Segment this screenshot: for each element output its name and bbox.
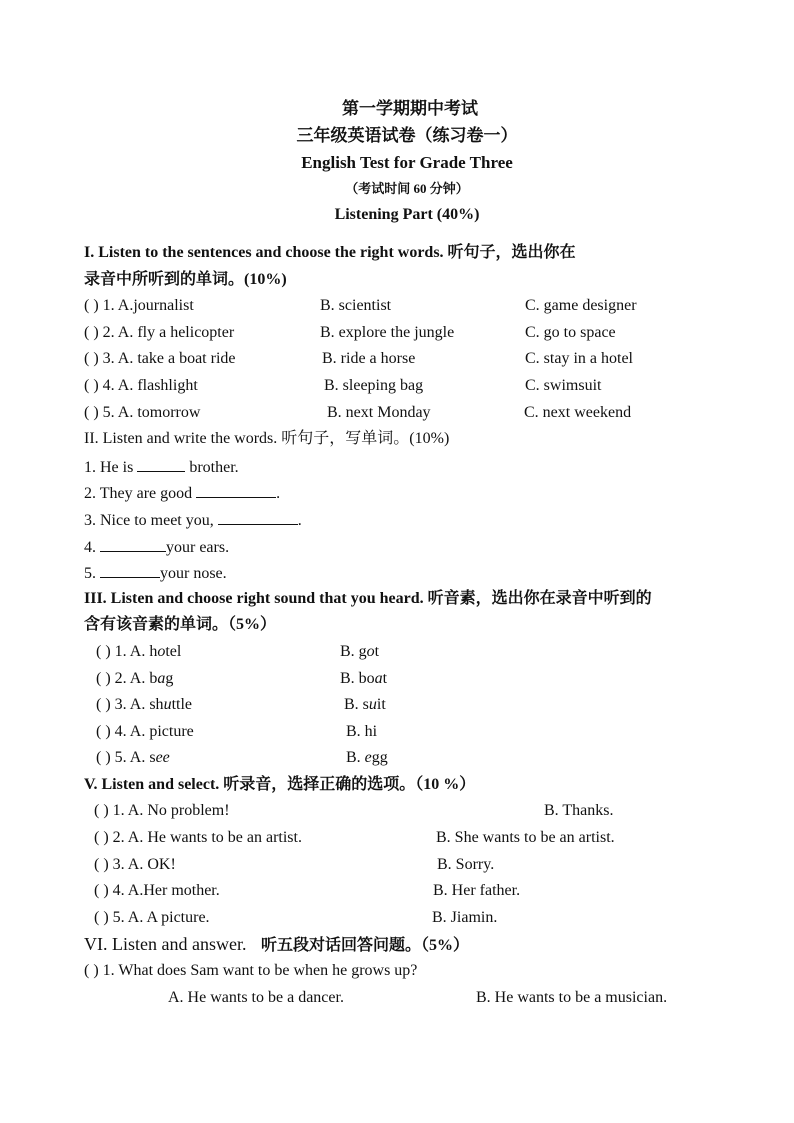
option-a: ( ) 5. A. see xyxy=(96,749,170,767)
item-text: 5. xyxy=(84,565,100,583)
item-text: brother. xyxy=(185,458,239,476)
exam-header xyxy=(0,95,794,229)
item-text: 4. xyxy=(84,538,100,556)
exam-content xyxy=(84,240,764,1011)
part-title: Listening Part (40%) xyxy=(334,206,480,223)
sec5-item xyxy=(84,905,764,932)
option-b: B. Jiamin. xyxy=(432,908,498,926)
option-b: B. explore the jungle xyxy=(320,323,455,341)
sec3-item xyxy=(84,692,764,719)
sec1-item xyxy=(84,400,764,427)
option-a: ( ) 2. A. bag xyxy=(96,669,174,687)
item-stem: ( ) 5. A. tomorrow xyxy=(84,403,201,421)
item-text: your nose. xyxy=(160,565,227,583)
sec5-item xyxy=(84,798,764,825)
option-b: B. suit xyxy=(344,696,386,714)
option-b: B. scientist xyxy=(320,297,392,315)
sec1-item xyxy=(84,293,764,320)
sec2-item xyxy=(84,453,764,480)
option-c: C. go to space xyxy=(525,323,616,341)
sec5-item xyxy=(84,878,764,905)
sec2-item xyxy=(84,533,764,560)
option-a: ( ) 1. A. hotel xyxy=(96,642,182,660)
sec3-item xyxy=(84,719,764,746)
sec3-item xyxy=(84,666,764,693)
sec6-options xyxy=(84,985,764,1012)
section-6-title: VI. Listen and answer. xyxy=(84,934,247,955)
exam-english-title: English Test for Grade Three xyxy=(301,153,513,172)
section-2-heading: II. Listen and write the words. 听句子，写单词。(10%) xyxy=(84,430,450,448)
exam-title: 第一学期期中考试 xyxy=(342,99,478,118)
item-text: . xyxy=(297,511,302,529)
answer-blank[interactable] xyxy=(218,506,298,525)
option-b: B. ride a horse xyxy=(322,350,416,368)
item-text: 2. They are good xyxy=(84,485,197,503)
exam-subtitle: 三年级英语试卷（练习卷一） xyxy=(296,126,518,145)
option-b: B. got xyxy=(340,642,380,660)
option-b: B. egg xyxy=(346,749,388,767)
option-a: A. He wants to be a dancer. xyxy=(168,988,344,1006)
sec6-question: ( ) 1. What does Sam want to be when he grows up? xyxy=(84,962,418,980)
option-c: C. swimsuit xyxy=(525,376,602,394)
section-5-heading: V. Listen and select. 听录音，选择正确的选项。（10 %） xyxy=(84,775,476,793)
option-a: ( ) 2. A. He wants to be an artist. xyxy=(94,829,302,847)
option-a: ( ) 5. A. A picture. xyxy=(94,908,210,926)
option-a: ( ) 1. A. No problem! xyxy=(94,802,230,820)
sec2-item xyxy=(84,506,764,533)
sec3-item xyxy=(84,639,764,666)
section-3-heading-cont: 含有该音素的单词。（5%） xyxy=(84,616,277,634)
item-text: 3. Nice to meet you, xyxy=(84,511,218,529)
answer-blank[interactable] xyxy=(196,479,276,498)
sec3-item xyxy=(84,745,764,772)
section-1-heading: I. Listen to the sentences and choose the right words. 听句子，选出你在 xyxy=(84,244,576,261)
option-c: C. game designer xyxy=(525,297,637,315)
option-a: ( ) 3. A. shuttle xyxy=(96,696,192,714)
option-b: B. sleeping bag xyxy=(324,376,424,394)
item-text: . xyxy=(276,485,281,503)
sec1-item xyxy=(84,320,764,347)
option-b: B. Sorry. xyxy=(437,855,495,873)
section-3-heading: III. Listen and choose right sound that you heard. 听音素，选出你在录音中听到的 xyxy=(84,589,652,607)
answer-blank[interactable] xyxy=(137,453,185,472)
sec1-item xyxy=(84,346,764,373)
sec2-item xyxy=(84,479,764,506)
item-text: your ears. xyxy=(166,538,230,556)
option-c: C. stay in a hotel xyxy=(525,350,633,368)
answer-blank[interactable] xyxy=(100,533,166,552)
item-stem: ( ) 3. A. take a boat ride xyxy=(84,350,236,368)
option-a: ( ) 4. A. picture xyxy=(96,722,194,740)
item-stem: ( ) 4. A. flashlight xyxy=(84,376,198,394)
item-text: 1. He is xyxy=(84,458,138,476)
sec2-item xyxy=(84,559,764,586)
option-b: B. He wants to be a musician. xyxy=(476,988,668,1006)
sec5-item xyxy=(84,852,764,879)
sec1-item xyxy=(84,373,764,400)
option-a: ( ) 3. A. OK! xyxy=(94,855,176,873)
item-stem: ( ) 1. A.journalist xyxy=(84,297,194,315)
section-1-heading-cont: 录音中所听到的单词。(10%) xyxy=(84,270,287,288)
section-6-heading xyxy=(84,931,764,958)
option-c: C. next weekend xyxy=(524,403,632,421)
option-b: B. boat xyxy=(340,669,388,687)
sec5-item xyxy=(84,825,764,852)
option-b: B. hi xyxy=(346,722,378,740)
option-b: B. She wants to be an artist. xyxy=(436,829,615,847)
option-b: B. Thanks. xyxy=(544,802,614,820)
option-a: ( ) 4. A.Her mother. xyxy=(94,882,220,900)
section-6-title-cn: 听五段对话回答问题。（5%） xyxy=(260,937,469,955)
exam-time: （考试时间 60 分钟） xyxy=(345,181,469,196)
item-stem: ( ) 2. A. fly a helicopter xyxy=(84,323,235,341)
answer-blank[interactable] xyxy=(100,559,160,578)
option-b: B. next Monday xyxy=(327,403,431,421)
option-b: B. Her father. xyxy=(433,882,521,900)
